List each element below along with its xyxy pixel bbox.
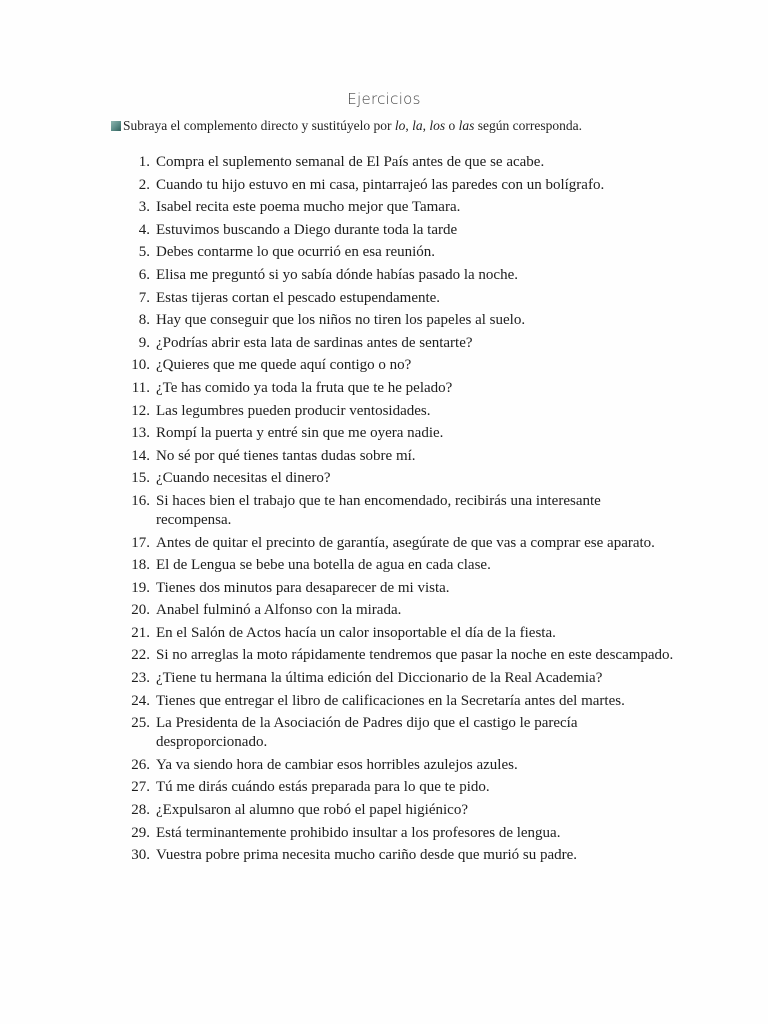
item-text: Tú me dirás cuándo estás preparada para lo que te pido. xyxy=(156,779,490,796)
instruction-line xyxy=(111,118,582,134)
item-number: 4. xyxy=(138,221,150,238)
instruction-suffix: según corresponda. xyxy=(474,118,582,133)
item-text: Anabel fulminó a Alfonso con la mirada. xyxy=(156,602,402,619)
list-item xyxy=(131,714,676,752)
item-number: 2. xyxy=(138,176,150,193)
item-text: La Presidenta de la Asociación de Padres dijo que el castigo le parecía desproporcionado. xyxy=(156,715,578,751)
item-text: El de Lengua se bebe una botella de agua en cada clase. xyxy=(156,557,491,574)
item-number: 6. xyxy=(138,266,150,283)
instruction-separator: , xyxy=(405,118,413,133)
item-number: 29. xyxy=(131,824,150,841)
list-item xyxy=(131,801,676,820)
item-text: ¿Podrías abrir esta lata de sardinas antes de sentarte? xyxy=(156,334,473,351)
item-text: Rompí la puerta y entré sin que me oyera nadie. xyxy=(156,425,444,442)
item-number: 19. xyxy=(131,579,150,596)
item-number: 17. xyxy=(131,534,150,551)
page-title: Ejercicios xyxy=(347,90,421,108)
item-number: 16. xyxy=(131,492,150,509)
instruction-prefix: Subraya el complemento directo y sustitúyelo por xyxy=(123,118,395,133)
item-number: 22. xyxy=(131,647,150,664)
item-text: ¿Te has comido ya toda la fruta que te he pelado? xyxy=(156,379,453,396)
list-item xyxy=(131,379,676,398)
item-text: Estas tijeras cortan el pescado estupendamente. xyxy=(156,289,441,306)
list-item xyxy=(131,824,676,843)
item-text: Hay que conseguir que los niños no tiren los papeles al suelo. xyxy=(156,312,526,329)
list-item xyxy=(131,579,676,598)
item-text: No sé por qué tienes tantas dudas sobre mí. xyxy=(156,447,416,464)
item-number: 3. xyxy=(138,199,150,216)
list-item xyxy=(131,356,676,375)
list-item xyxy=(131,447,676,466)
list-item xyxy=(131,402,676,421)
item-text: Las legumbres pueden producir ventosidades. xyxy=(156,402,431,419)
list-item xyxy=(138,311,676,330)
list-item xyxy=(138,243,676,262)
item-text: Debes contarme lo que ocurrió en esa reunión. xyxy=(156,244,436,261)
item-text: Está terminantemente prohibido insultar a los profesores de lengua. xyxy=(156,824,561,841)
list-item xyxy=(131,624,676,643)
item-number: 28. xyxy=(131,802,150,819)
item-number: 24. xyxy=(131,692,150,709)
list-item xyxy=(131,534,676,553)
item-number: 26. xyxy=(131,756,150,773)
item-text: Isabel recita este poema mucho mejor que Tamara. xyxy=(156,199,461,216)
item-text: ¿Expulsaron al alumno que robó el papel higiénico? xyxy=(156,802,468,819)
item-text: ¿Tiene tu hermana la última edición del Diccionario de la Real Academia? xyxy=(156,670,603,687)
item-number: 20. xyxy=(131,602,150,619)
list-item xyxy=(131,556,676,575)
list-item xyxy=(138,289,676,308)
item-number: 13. xyxy=(131,425,150,442)
item-text: Elisa me preguntó si yo sabía dónde habías pasado la noche. xyxy=(156,266,518,283)
item-number: 1. xyxy=(138,154,150,170)
item-text: Tienes que entregar el libro de calificaciones en la Secretaría antes del martes. xyxy=(156,692,625,709)
item-text: Estuvimos buscando a Diego durante toda la tarde xyxy=(156,221,458,238)
list-item xyxy=(131,669,676,688)
list-item xyxy=(138,266,676,285)
exercise-list xyxy=(131,153,676,869)
list-item xyxy=(138,153,676,172)
instruction-separator: , xyxy=(422,118,430,133)
list-item xyxy=(131,492,676,530)
pronoun-las: las xyxy=(458,118,475,133)
list-item xyxy=(131,601,676,620)
list-item xyxy=(131,846,676,865)
list-item xyxy=(131,778,676,797)
item-number: 30. xyxy=(131,847,150,864)
item-text: Ya va siendo hora de cambiar esos horribles azulejos azules. xyxy=(156,756,518,773)
instruction-separator: o xyxy=(445,118,459,133)
list-item xyxy=(138,221,676,240)
item-number: 15. xyxy=(131,470,150,487)
list-item xyxy=(131,469,676,488)
item-number: 27. xyxy=(131,779,150,796)
item-number: 23. xyxy=(131,670,150,687)
item-text: Si haces bien el trabajo que te han encomendado, recibirás una interesante recompensa. xyxy=(156,492,601,528)
square-bullet-icon xyxy=(111,121,121,131)
item-text: ¿Cuando necesitas el dinero? xyxy=(156,470,331,487)
item-text: Antes de quitar el precinto de garantía, asegúrate de que vas a comprar ese aparato. xyxy=(156,534,655,551)
item-number: 11. xyxy=(131,379,150,396)
pronoun-los: los xyxy=(429,118,446,133)
pronoun-la: la xyxy=(412,118,423,133)
item-text: Compra el suplemento semanal de El País antes de que se acabe. xyxy=(156,154,545,170)
list-item xyxy=(131,424,676,443)
item-number: 25. xyxy=(131,715,150,732)
list-item xyxy=(131,692,676,711)
item-number: 12. xyxy=(131,402,150,419)
item-number: 9. xyxy=(138,334,150,351)
pronoun-lo: lo xyxy=(394,118,406,133)
list-item xyxy=(138,176,676,195)
item-text: Vuestra pobre prima necesita mucho cariño desde que murió su padre. xyxy=(156,847,578,864)
item-number: 7. xyxy=(138,289,150,306)
item-number: 8. xyxy=(138,312,150,329)
item-text: En el Salón de Actos hacía un calor insoportable el día de la fiesta. xyxy=(156,624,556,641)
item-number: 5. xyxy=(138,244,150,261)
item-text: Tienes dos minutos para desaparecer de mi vista. xyxy=(156,579,450,596)
item-number: 10. xyxy=(131,357,150,374)
item-number: 21. xyxy=(131,624,150,641)
item-number: 14. xyxy=(131,447,150,464)
list-item xyxy=(131,646,676,665)
item-text: ¿Quieres que me quede aquí contigo o no? xyxy=(156,357,412,374)
list-item xyxy=(138,198,676,217)
list-item xyxy=(138,334,676,353)
list-item xyxy=(131,756,676,775)
item-text: Cuando tu hijo estuvo en mi casa, pintarrajeó las paredes con un bolígrafo. xyxy=(156,176,605,193)
item-number: 18. xyxy=(131,557,150,574)
item-text: Si no arreglas la moto rápidamente tendremos que pasar la noche en este descampado. xyxy=(156,647,674,664)
